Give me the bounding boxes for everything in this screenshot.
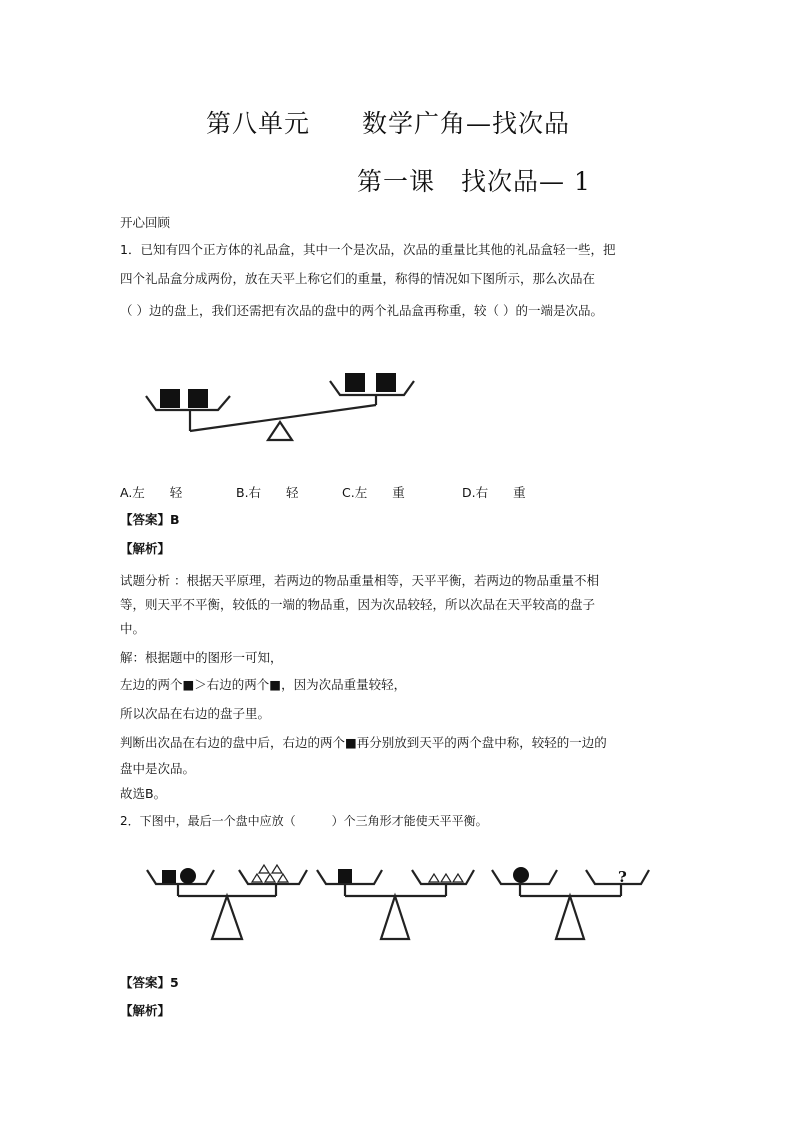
- q1-option-b: B.右 轻: [236, 485, 299, 500]
- lesson-title: 第一课 找次品— 1: [357, 167, 591, 196]
- q1-text-line3: （ ）边的盘上，我们还需把有次品的盘中的两个礼品盒再称重，较（ ）的一端是次品。: [120, 303, 603, 318]
- q1-analysis-line2: 等，则天平不平衡，较低的一端的物品重，因为次品较轻，所以次品在天平较高的盘子: [120, 597, 596, 612]
- q1-solution-line1: 解：根据题中的图形一可知，: [120, 650, 283, 665]
- q1-analysis-line1: 试题分析 ：根据天平原理，若两边的物品重量相等，天平平衡，若两边的物品重量不相: [120, 573, 599, 588]
- q1-solution-line5: 盘中是次品。: [120, 761, 196, 776]
- q1-answer: 【答案】B: [120, 512, 180, 527]
- q1-text-line1: 1．已知有四个正方体的礼品盒，其中一个是次品，次品的重量比其他的礼品盒轻一些，把: [120, 242, 616, 257]
- q1-option-c: C.左 重: [342, 485, 405, 500]
- q1-solution-line6: 故选B。: [120, 786, 167, 801]
- q1-analysis-line3: 中。: [120, 621, 146, 636]
- section-label: 开心回顾: [120, 215, 171, 230]
- q1-text-line2: 四个礼品盒分成两份，放在天平上称它们的重量，称得的情况如下图所示，那么次品在: [120, 271, 596, 286]
- q2-text-line1: 2．下图中，最后一个盘中应放（ ）个三角形才能使天平平衡。: [120, 814, 488, 828]
- q2-question-mark: ?: [618, 868, 627, 886]
- q2-answer: 【答案】5: [120, 975, 179, 990]
- q1-option-a: A.左 轻: [120, 485, 183, 500]
- q1-analysis-label: 【解析】: [120, 541, 171, 556]
- q1-solution-line2: 左边的两个■＞右边的两个■，因为次品重量较轻，: [120, 677, 407, 692]
- unit-title: 第八单元 数学广角—找次品: [206, 109, 571, 138]
- q1-option-d: D.右 重: [462, 485, 526, 500]
- q2-analysis-label: 【解析】: [120, 1003, 171, 1018]
- q1-solution-line4: 判断出次品在右边的盘中后，右边的两个■再分别放到天平的两个盘中称，较轻的一边的: [120, 735, 607, 750]
- q1-solution-line3: 所以次品在右边的盘子里。: [120, 706, 271, 721]
